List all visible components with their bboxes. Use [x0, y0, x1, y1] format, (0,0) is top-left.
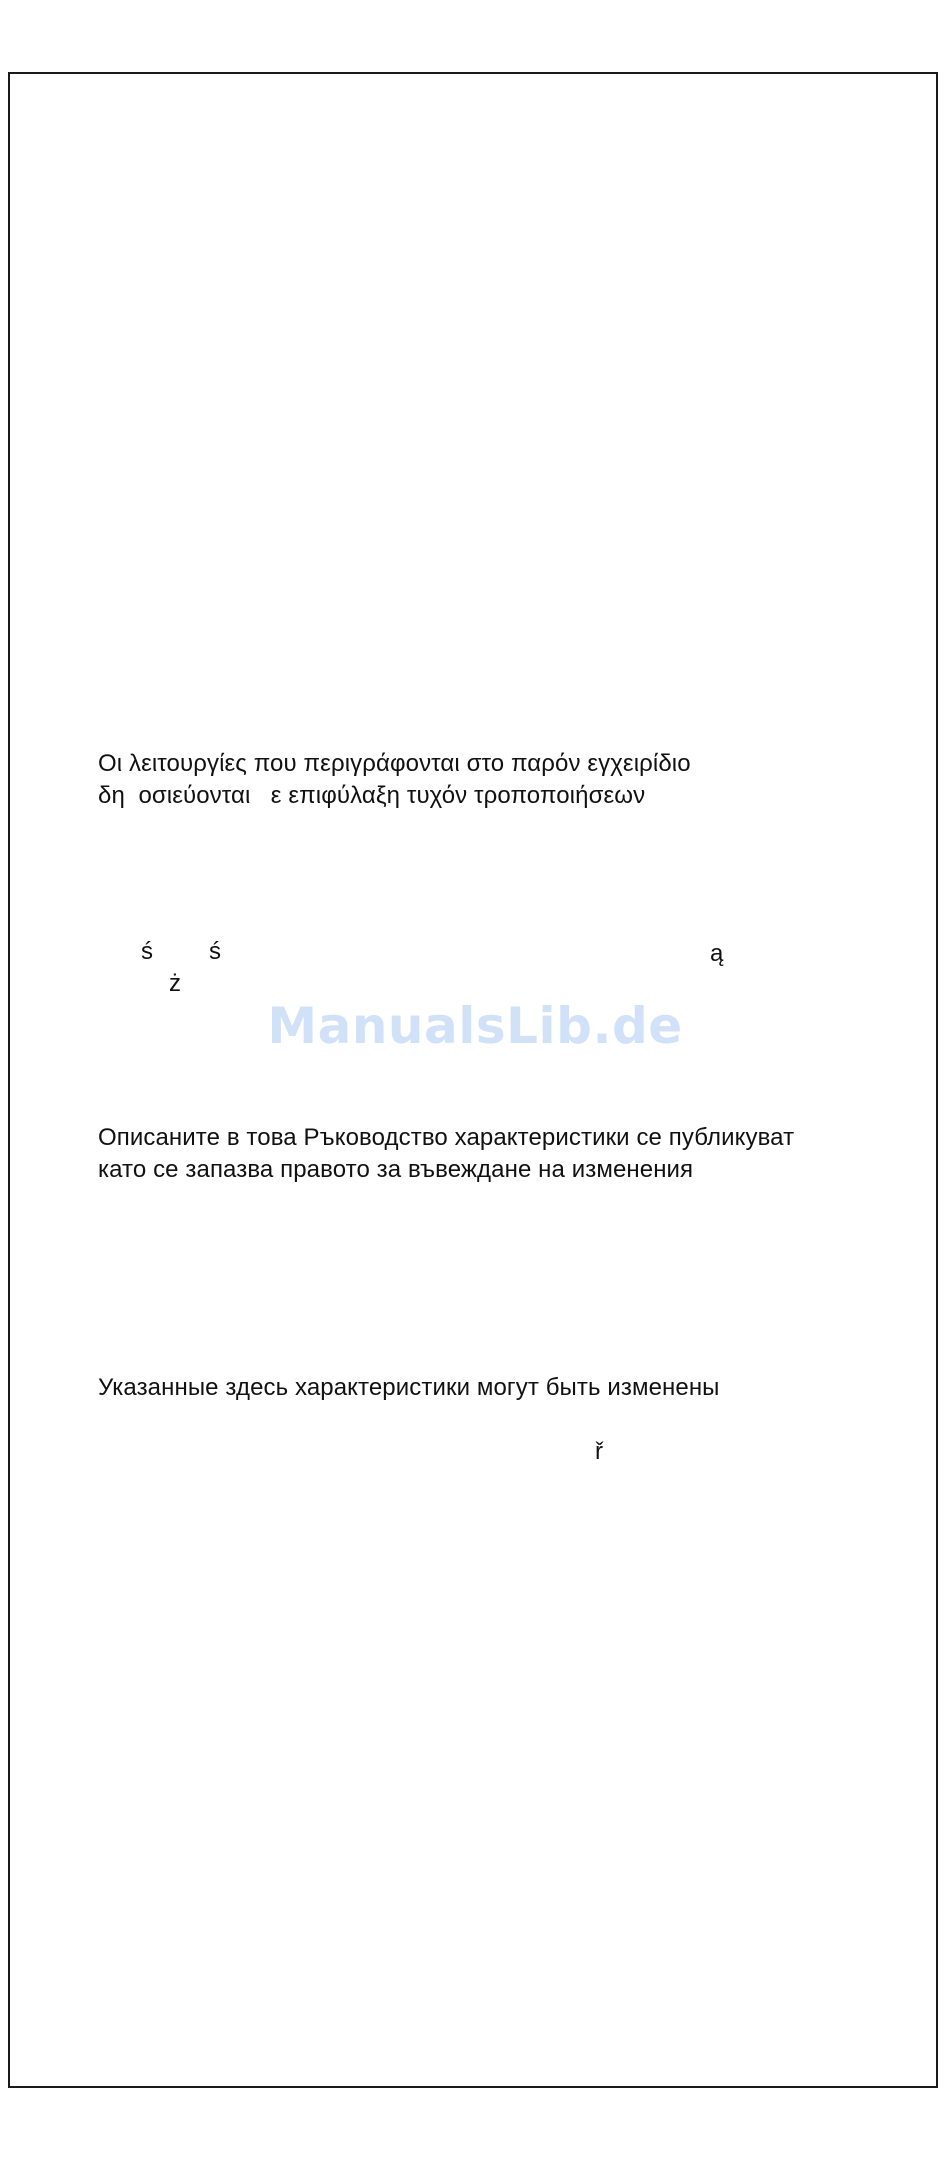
czech-fragment-1: ř: [595, 1438, 603, 1465]
russian-notice-line-1: Указанные здесь характеристики могут быть изменены: [98, 1374, 720, 1401]
bulgarian-notice-line-2: като се запазва правото за въвеждане на изменения: [98, 1156, 694, 1183]
watermark-logo: [0, 996, 950, 1056]
page-frame: [8, 72, 938, 2088]
polish-fragment-3: ż: [169, 970, 181, 997]
greek-notice-line-2: δη οσιεύονται ε επιφύλαξη τυχόν τροποποιήσεων: [98, 782, 646, 809]
bulgarian-notice-line-1: Описаните в това Ръководство характеристики се публикуват: [98, 1124, 795, 1151]
polish-fragment-4: ą: [710, 940, 724, 967]
watermark-text: ManualsLib.de: [267, 997, 683, 1055]
polish-fragment-1: ś: [141, 938, 153, 965]
polish-fragment-2: ś: [209, 938, 221, 965]
greek-notice-line-1: Οι λειτουργίες που περιγράφονται στο παρόν εγχειρίδιο: [98, 750, 691, 777]
